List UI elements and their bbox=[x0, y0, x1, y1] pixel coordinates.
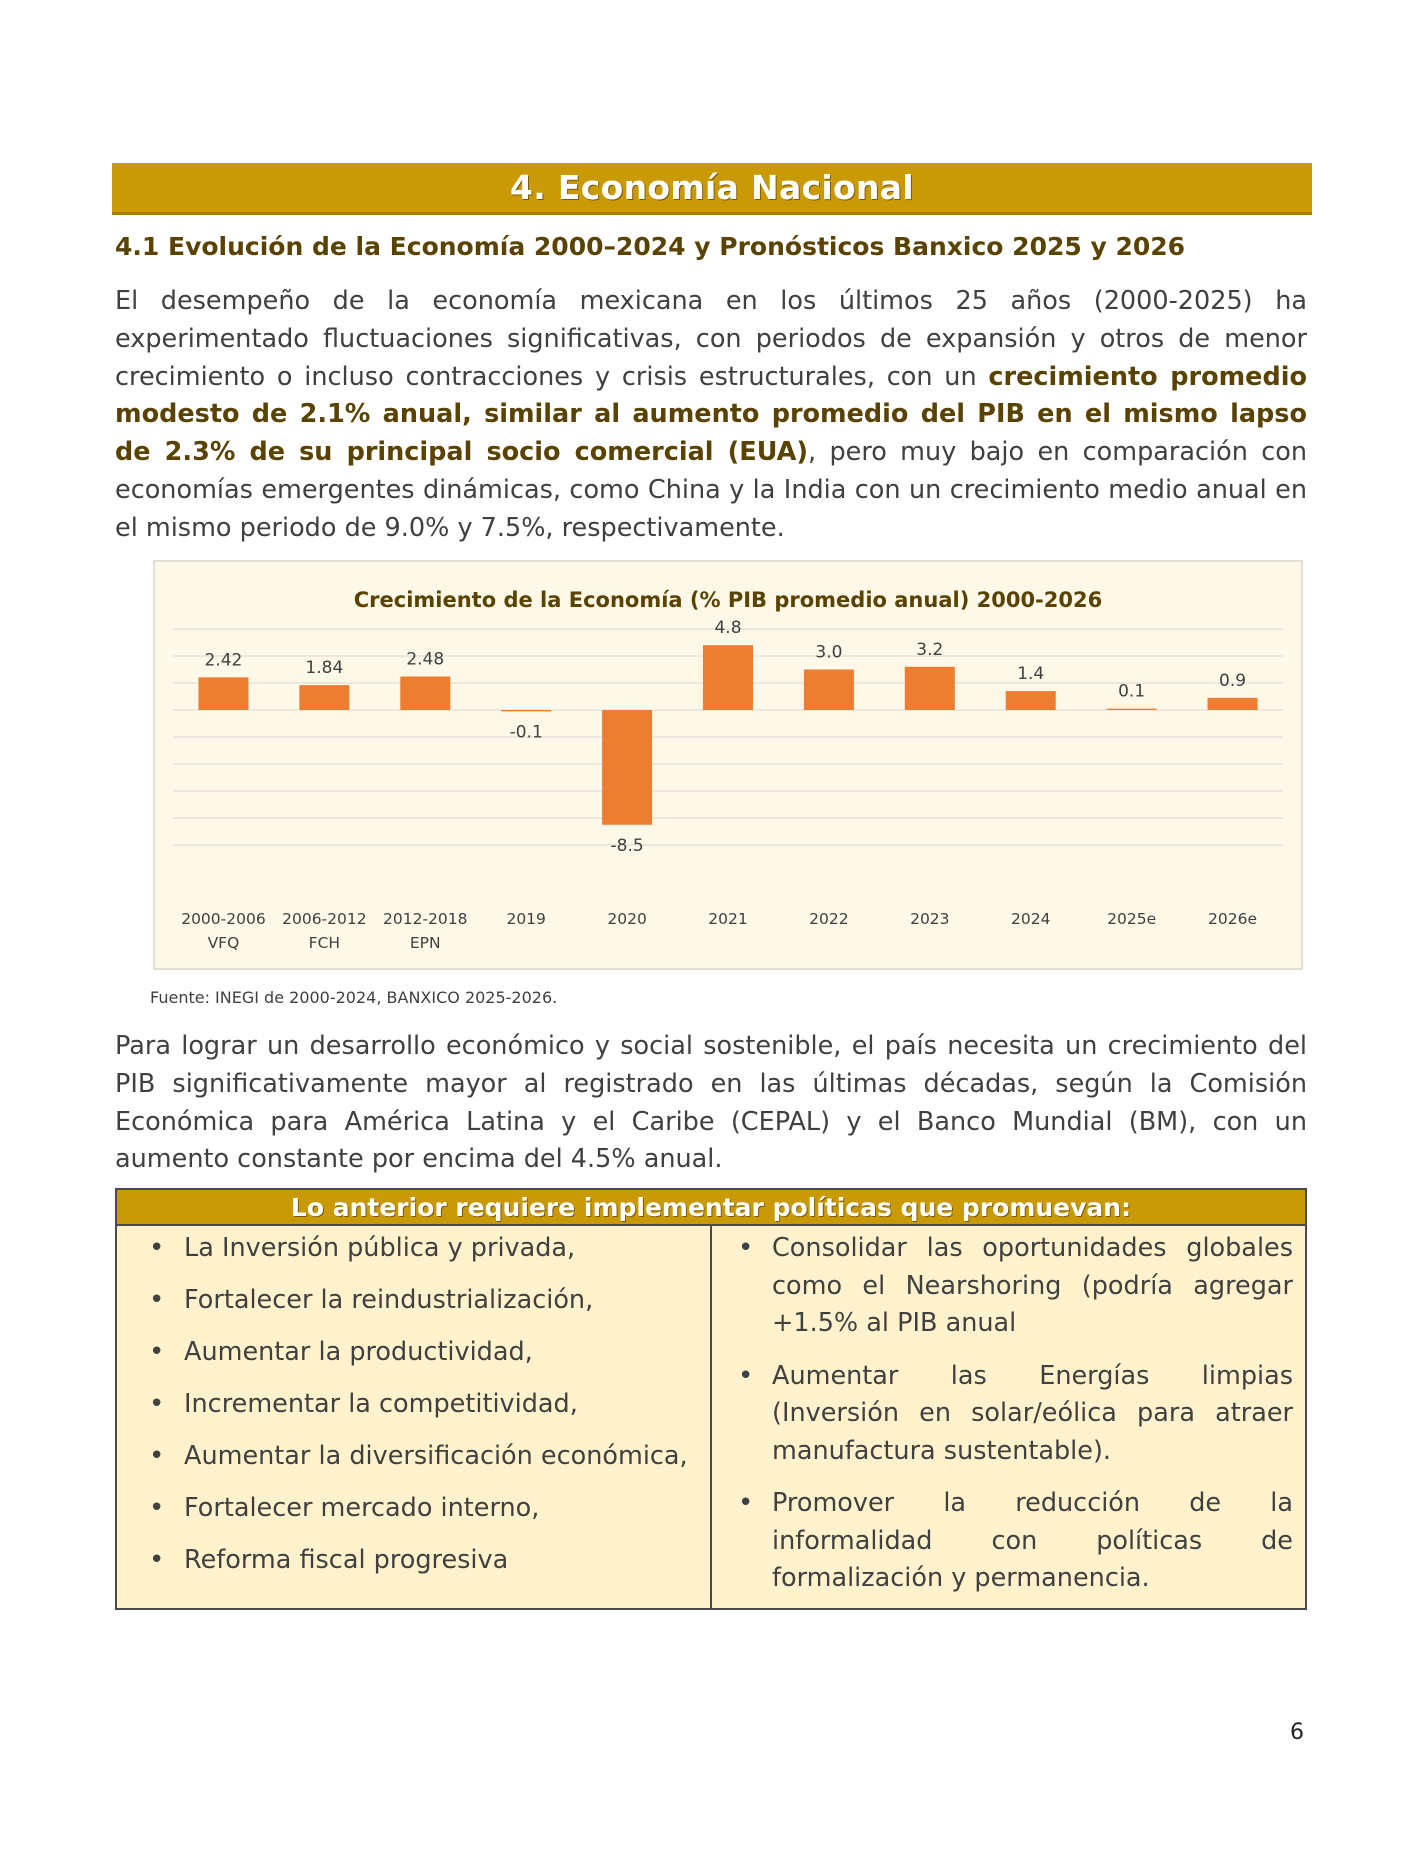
policy-header-text: Lo anterior requiere implementar políticas que promuevan: bbox=[290, 1192, 1132, 1222]
development-paragraph: Para lograr un desarrollo económico y social sostenible, el país necesita un crecimiento del PIB significativamente mayor al registrado en las últimas décadas, según la Comisión Económica para América Latina y el Caribe (CEPAL) y el Banco Mundial (BM), con un aumento constante por encima del 4.5% anual. bbox=[115, 1031, 1307, 1175]
chart-source: Fuente: INEGI de 2000-2024, BANXICO 2025-2026. bbox=[150, 988, 558, 1007]
chart-category-label: VFQ bbox=[207, 934, 240, 952]
chart-value-label: 1.4 bbox=[1017, 664, 1045, 685]
chart-category-label: EPN bbox=[409, 934, 441, 952]
chart-bar bbox=[501, 710, 551, 711]
policy-item: • Fortalecer la reindustrialización, bbox=[117, 1282, 710, 1319]
policy-box bbox=[115, 1188, 1307, 1610]
page-number: 6 bbox=[1290, 1720, 1304, 1745]
chart-bar bbox=[400, 677, 450, 710]
chart-value-label: 0.9 bbox=[1219, 670, 1247, 691]
chart-bar bbox=[299, 685, 349, 710]
intro-paragraph bbox=[115, 283, 1307, 548]
policy-item: • Fortalecer mercado interno, bbox=[117, 1490, 710, 1527]
chart-value-label: 2.48 bbox=[406, 649, 445, 670]
policy-header bbox=[117, 1190, 1305, 1226]
policy-item: • Aumentar la productividad, bbox=[117, 1334, 710, 1371]
chart-bar bbox=[1006, 691, 1056, 710]
section-title: 4. Economía Nacional bbox=[510, 168, 914, 207]
chart-bar bbox=[804, 670, 854, 711]
chart-category-labels bbox=[181, 910, 1257, 952]
policy-item: • La Inversión pública y privada, bbox=[117, 1230, 710, 1267]
policy-item: • Aumentar las Energías limpias (Inversión en solar/eólica para atraer manufactura sustentable). bbox=[712, 1358, 1293, 1471]
chart-category-label: 2022 bbox=[809, 910, 849, 928]
policy-column-right bbox=[712, 1224, 1305, 1608]
chart-bar bbox=[1208, 698, 1258, 710]
policy-item: • Aumentar la diversificación económica, bbox=[117, 1438, 710, 1475]
subsection-title: 4.1 Evolución de la Economía 2000–2024 y Pronósticos Banxico 2025 y 2026 bbox=[115, 232, 1186, 261]
intro-text-a: El desempeño de la economía mexicana en los últimos 25 años (2000-2025) ha experimentado fluctuaciones significativas, con periodos de expansión y otros de menor crecimiento o incluso contracciones y crisis estructurales, con un bbox=[115, 286, 1307, 392]
chart-value-label: 4.8 bbox=[714, 618, 742, 639]
intro-highlight: crecimiento promedio modesto de 2.1% anual, similar al aumento promedio del PIB en el mismo lapso de 2.3% de su principal socio comercial (EUA) bbox=[115, 361, 1307, 468]
gdp-growth-chart bbox=[153, 560, 1303, 970]
chart-bar bbox=[905, 667, 955, 710]
chart-value-label: 1.84 bbox=[305, 658, 344, 679]
chart-value-label: 0.1 bbox=[1118, 681, 1146, 702]
chart-canvas bbox=[155, 562, 1301, 968]
chart-category-label: FCH bbox=[308, 934, 341, 952]
policy-item: • Consolidar las oportunidades globales como el Nearshoring (podría agregar +1.5% al PIB anual bbox=[712, 1230, 1293, 1343]
policy-item: • Incrementar la competitividad, bbox=[117, 1386, 710, 1423]
chart-category-label: 2026e bbox=[1208, 910, 1258, 928]
chart-category-label: 2006-2012 bbox=[282, 910, 367, 928]
policy-columns bbox=[117, 1224, 1305, 1608]
chart-value-label: 3.0 bbox=[815, 642, 843, 663]
chart-category-label: 2020 bbox=[607, 910, 647, 928]
chart-title: Crecimiento de la Economía (% PIB promedio anual) 2000-2026 bbox=[353, 588, 1103, 612]
chart-category-label: 2023 bbox=[910, 910, 950, 928]
policy-item: • Reforma fiscal progresiva bbox=[117, 1542, 710, 1579]
chart-value-label: -8.5 bbox=[610, 835, 644, 856]
chart-category-label: 2024 bbox=[1011, 910, 1051, 928]
chart-value-label: -0.1 bbox=[509, 722, 543, 743]
chart-category-label: 2025e bbox=[1107, 910, 1157, 928]
chart-category-label: 2021 bbox=[708, 910, 748, 928]
chart-bar bbox=[703, 645, 753, 710]
chart-category-label: 2012-2018 bbox=[383, 910, 468, 928]
chart-category-label: 2000-2006 bbox=[181, 910, 266, 928]
chart-value-label: 3.2 bbox=[916, 639, 944, 660]
chart-bar bbox=[198, 677, 248, 710]
chart-bar bbox=[602, 710, 652, 825]
chart-category-label: 2019 bbox=[506, 910, 546, 928]
policy-column-left bbox=[117, 1224, 712, 1608]
section-title-bar bbox=[112, 163, 1312, 215]
chart-bar bbox=[1107, 709, 1157, 710]
policy-item: • Promover la reducción de la informalidad con políticas de formalización y permanencia. bbox=[712, 1485, 1293, 1598]
chart-bars bbox=[198, 642, 1257, 825]
chart-value-label: 2.42 bbox=[204, 650, 243, 671]
intro-text-b: , pero muy bajo en comparación con economías emergentes dinámicas, como China y la India con un crecimiento medio anual en el mismo periodo de 9.0% y 7.5%, respectivamente. bbox=[115, 437, 1307, 543]
